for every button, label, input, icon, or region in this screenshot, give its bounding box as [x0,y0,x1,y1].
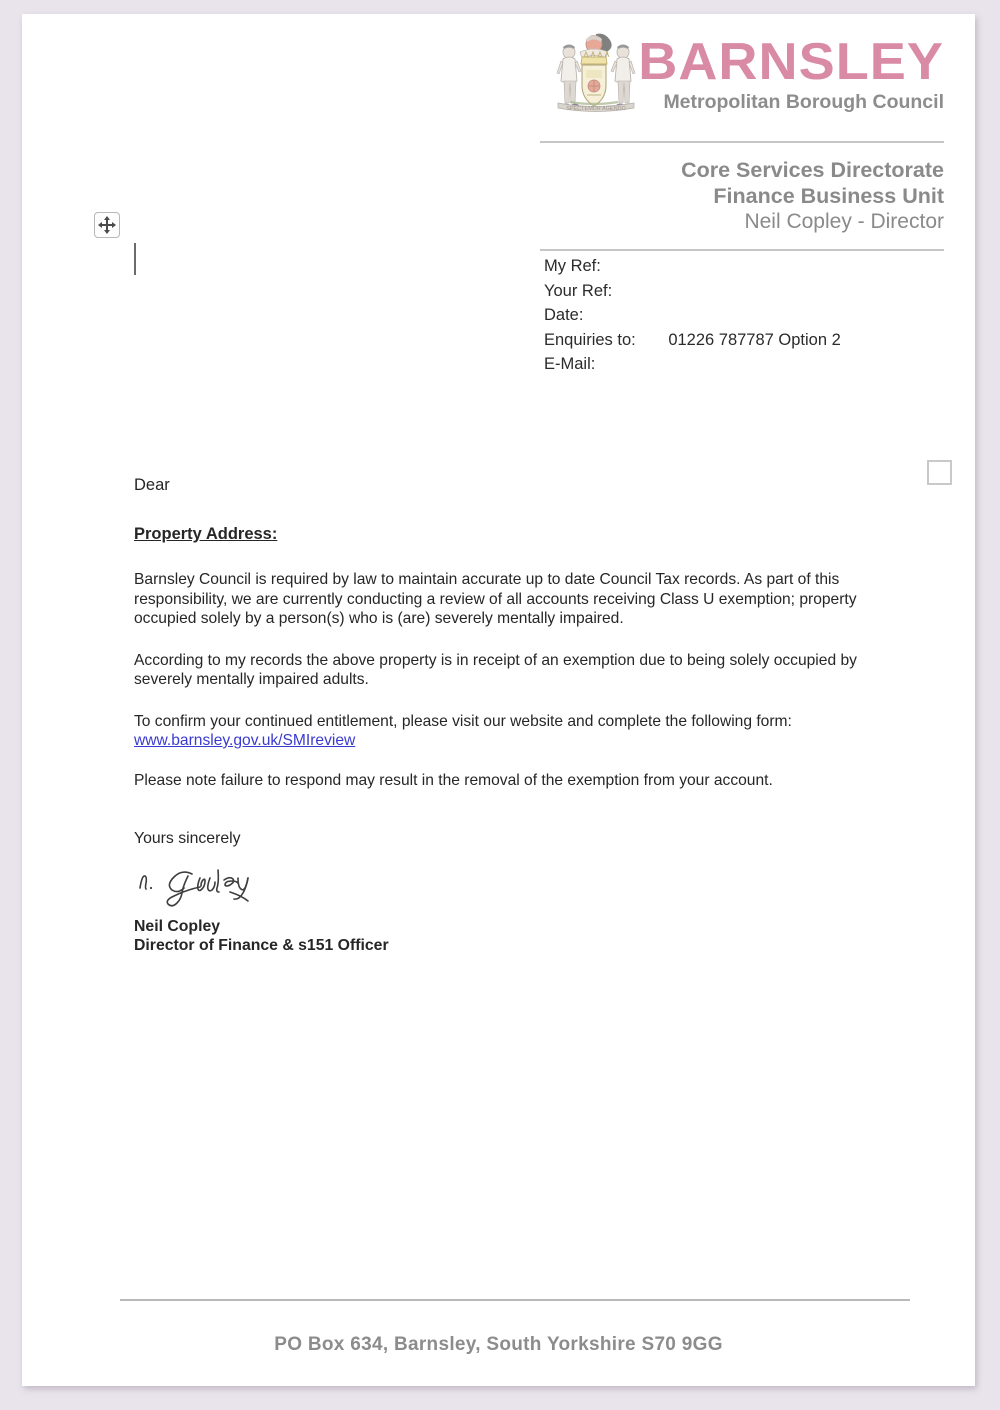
footer-address: PO Box 634, Barnsley, South Yorkshire S70 9GG [274,1334,723,1355]
body-paragraph-1: Barnsley Council is required by law to maintain accurate up to date Council Tax records. As part of this responsibility, we are currently conducting a review of all accounts receiving Class U exemption; property occupied solely by a person(s) who is (are) severely mentally impaired. [134,571,857,627]
brand-name: BARNSLEY [638,33,944,91]
paragraph-3-intro: To confirm your continued entitlement, please visit our website and complete the following form: [134,712,792,730]
footer-divider [120,1299,910,1301]
closing-salutation: Yours sincerely [134,830,241,847]
svg-text:SPECTEMUR AGENDO: SPECTEMUR AGENDO [566,106,626,112]
reference-label: Enquiries to: [544,330,636,349]
smi-review-link[interactable]: www.barnsley.gov.uk/SMIreview [134,732,356,749]
signer-name: Neil Copley [134,918,221,935]
department-line-2: Finance Business Unit [713,184,944,209]
brand-wordmark [638,30,944,114]
reference-row [544,279,841,304]
brand-row [518,30,944,126]
department-block [518,157,944,235]
department-line-3: Neil Copley - Director [744,210,944,234]
body-paragraph-4: Please note failure to respond may result in the removal of the exemption from your account. [134,771,773,789]
reference-label: My Ref: [544,257,601,275]
property-address-heading: Property Address: [134,525,278,543]
reference-label: E-Mail: [544,355,596,373]
header-divider-bottom [540,249,944,251]
letterhead [518,30,944,251]
reference-row [544,303,841,328]
move-handle-icon[interactable] [94,212,120,238]
enquiries-phone-number: 01226 787787 Option 2 [668,330,841,349]
barnsley-coat-of-arms-icon [550,30,642,126]
reference-block [544,254,841,377]
salutation: Dear [134,476,170,494]
letter-page [22,14,975,1386]
department-line-1: Core Services Directorate [681,158,944,182]
signer-title: Director of Finance & s151 Officer [134,937,389,954]
text-cursor [134,243,136,275]
brand-subtitle: Metropolitan Borough Council [663,91,944,114]
body-paragraph-3 [134,712,916,751]
reference-row [544,328,841,353]
empty-square-placeholder[interactable] [927,460,952,485]
body-paragraph-2: According to my records the above property is in receipt of an exemption due to being solely occupied by severely mentally impaired adults. [134,651,857,688]
reference-label: Your Ref: [544,281,613,300]
reference-label: Date: [544,306,584,324]
handwritten-signature-icon [134,862,284,912]
reference-row [544,352,841,377]
letter-body [134,476,916,955]
reference-row [544,254,841,279]
header-divider-top [540,141,944,143]
